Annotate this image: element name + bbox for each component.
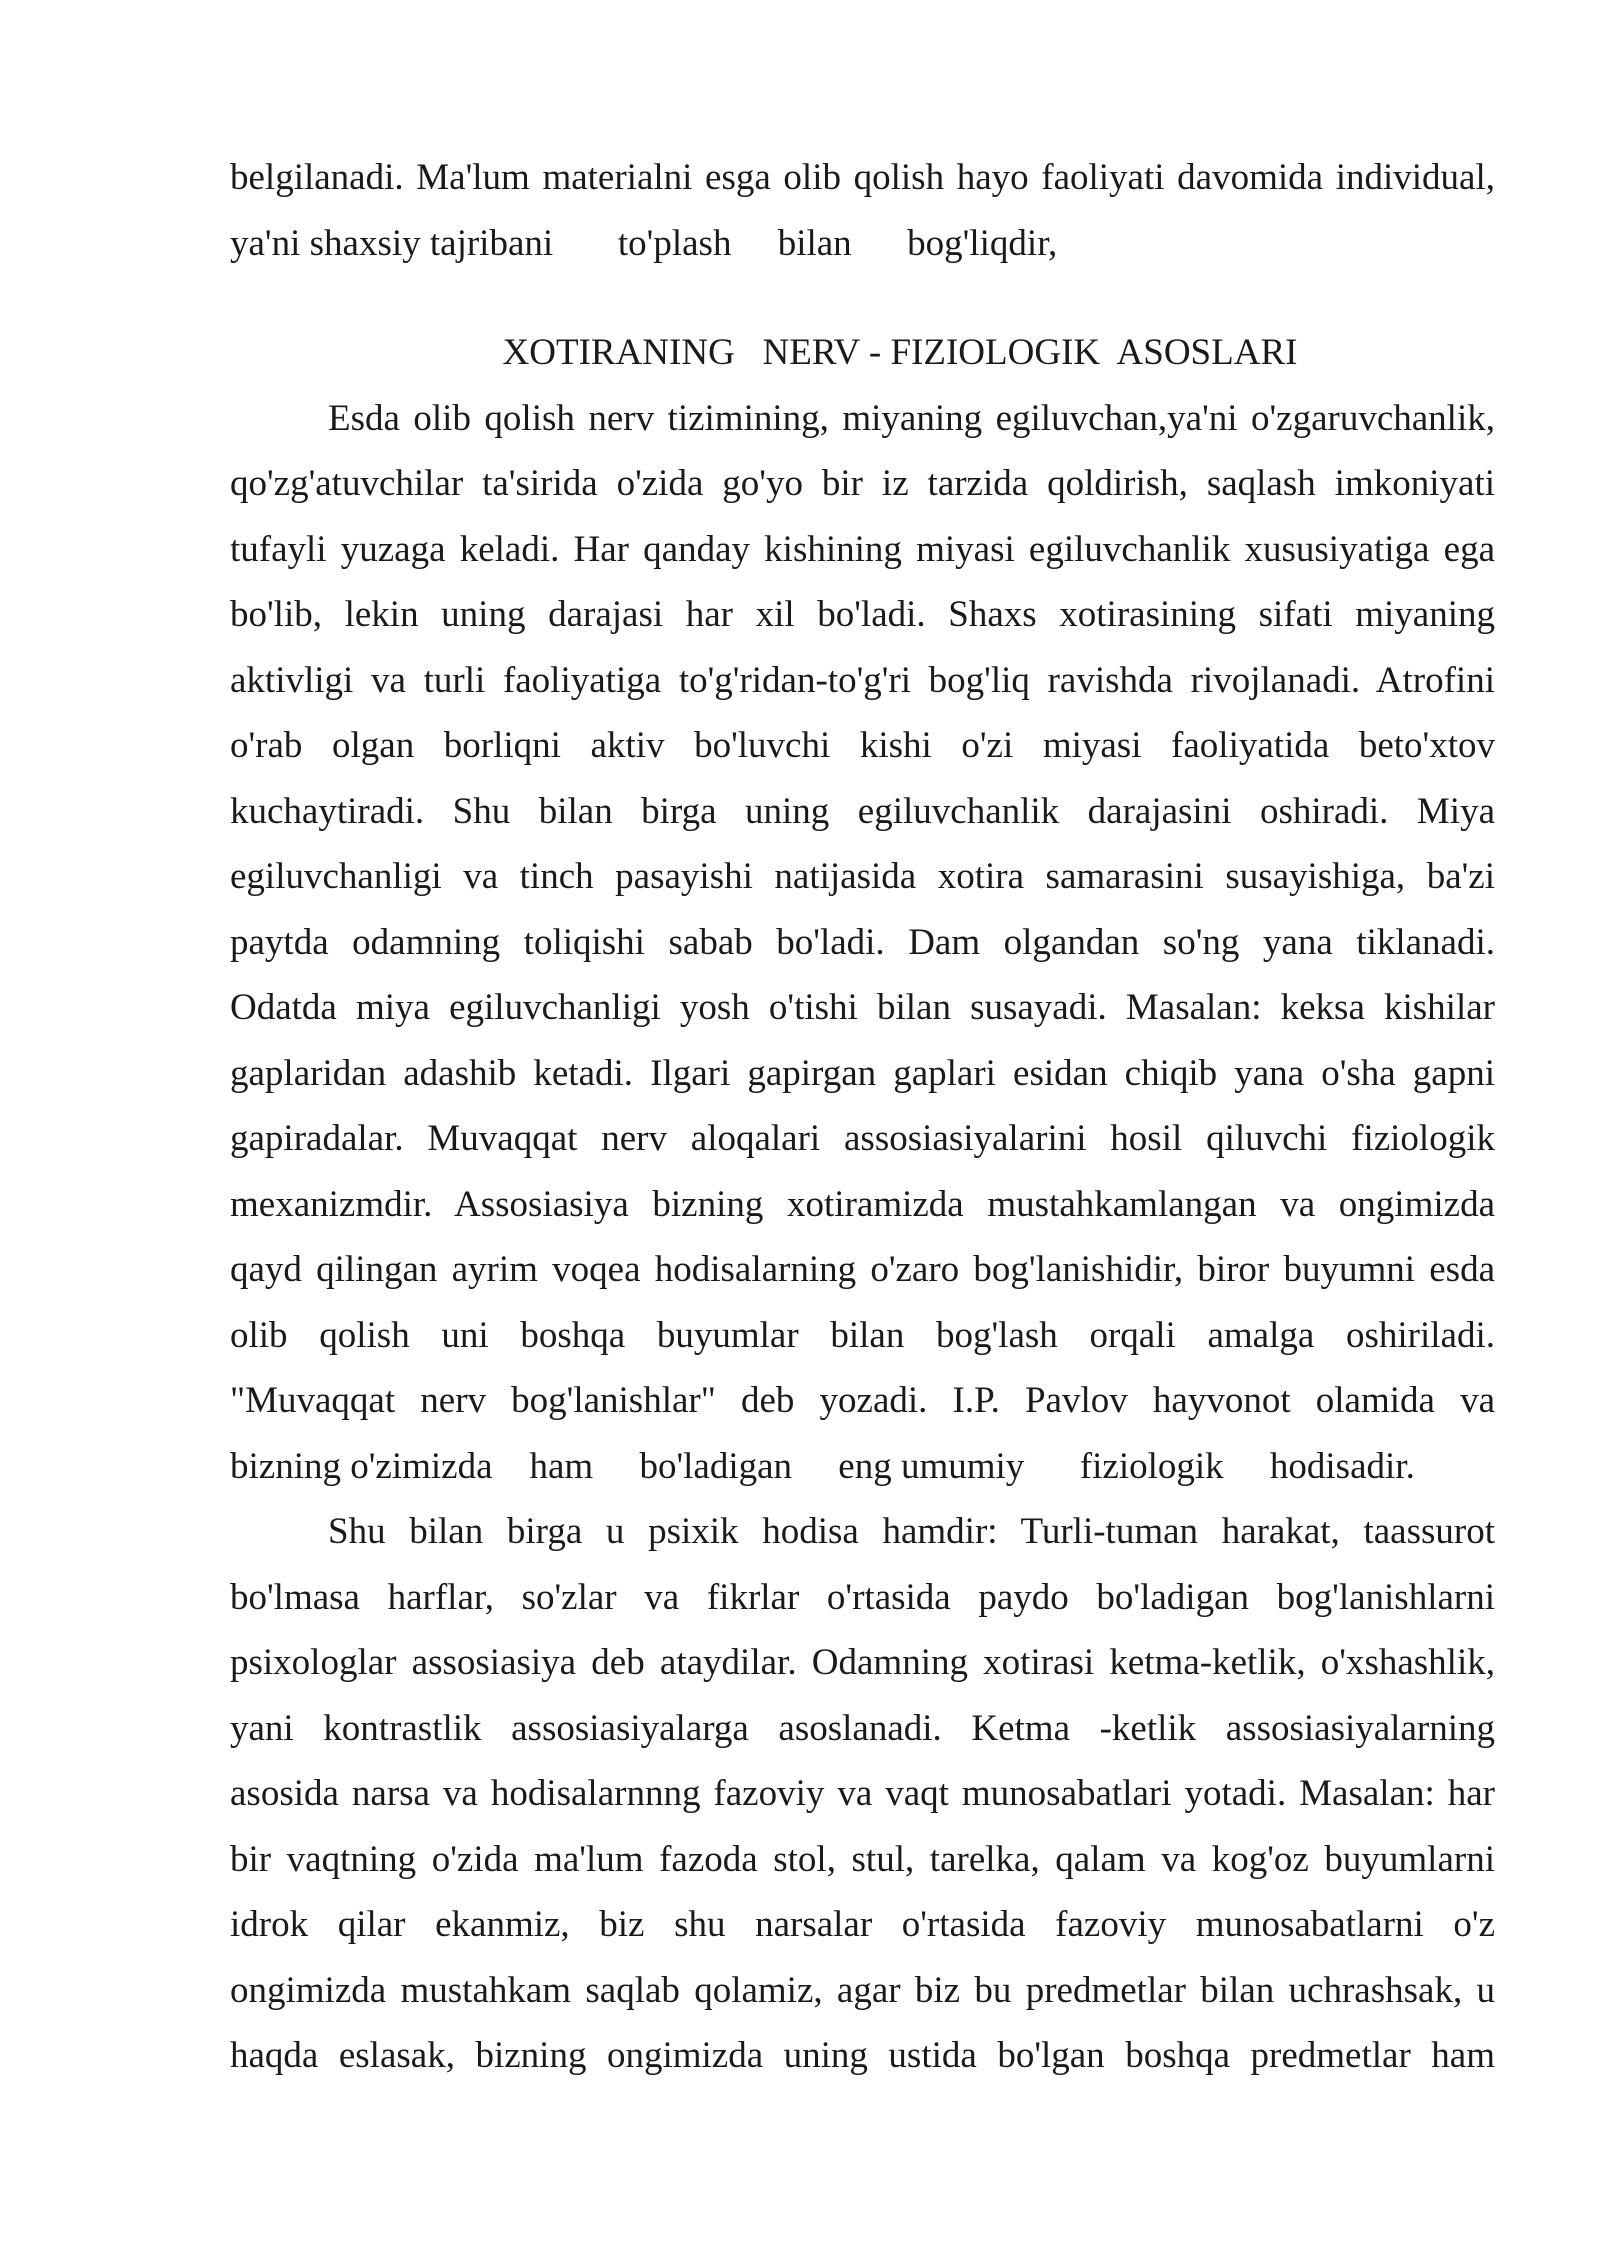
text-line: tufayli yuzaga keladi. Har qanday kishining miyasi egiluvchanlik xususiyatiga ega bbox=[230, 528, 1495, 570]
text-line: haqda eslasak, bizning ongimizda uning ustida bo'lgan boshqa predmetlar ham bbox=[230, 2035, 1495, 2076]
text-line: idrok qilar ekanmiz, biz shu narsalar o'rtasida fazoviy munosabatlarni o'z bbox=[230, 1904, 1495, 1945]
text-line: qayd qilingan ayrim voqea hodisalarning o'zaro bog'lanishidir, biror buyumni esda bbox=[230, 1249, 1495, 1290]
paragraph-1 bbox=[230, 386, 1495, 1500]
text-line: belgilanadi. Ma'lum materialni esga olib qolish hayo faoliyati davomida individual, bbox=[230, 157, 1495, 198]
text-line: Esda olib qolish nerv tizimining, miyaning egiluvchan,ya'ni o'zgaruvchanlik, bbox=[328, 397, 1495, 439]
text-line: gapiradalar. Muvaqqat nerv aloqalari assosiasiyalarini hosil qiluvchi fiziologik bbox=[230, 1118, 1495, 1159]
text-line: asosida narsa va hodisalarnnng fazoviy va vaqt munosabatlari yotadi. Masalan: har bbox=[230, 1773, 1495, 1814]
text-line: qo'zg'atuvchilar ta'sirida o'zida go'yo bir iz tarzida qoldirish, saqlash imkoniyati bbox=[230, 463, 1495, 504]
text-line: bo'lib, lekin uning darajasi har xil bo'ladi. Shaxs xotirasining sifati miyaning bbox=[230, 594, 1495, 635]
spacer bbox=[230, 276, 1495, 320]
text-line: egiluvchanligi va tinch pasayishi natijasida xotira samarasini susayishiga, ba'zi bbox=[230, 856, 1495, 897]
text-line: paytda odamning toliqishi sabab bo'ladi. Dam olgandan so'ng yana tiklanadi. bbox=[230, 921, 1495, 963]
text-line: bir vaqtning o'zida ma'lum fazoda stol, stul, tarelka, qalam va kog'oz buyumlarni bbox=[230, 1838, 1495, 1880]
text-line: "Muvaqqat nerv bog'lanishlar" deb yozadi. I.P. Pavlov hayvonot olamida va bbox=[230, 1380, 1495, 1421]
text-line: psixologlar assosiasiya deb ataydilar. Odamning xotirasi ketma-ketlik, o'xshashlik, bbox=[230, 1642, 1495, 1683]
section-heading: XOTIRANING NERV - FIZIOLOGIK ASOSLARI bbox=[502, 332, 1298, 373]
text-line: mexanizmdir. Assosiasiya bizning xotiramizda mustahkamlangan va ongimizda bbox=[230, 1183, 1495, 1225]
text-line: Shu bilan birga u psixik hodisa hamdir: Turli-tuman harakat, taassurot bbox=[328, 1511, 1495, 1552]
text-line: olib qolish uni boshqa buyumlar bilan bog'lash orqali amalga oshiriladi. bbox=[230, 1314, 1495, 1356]
text-line: kuchaytiradi. Shu bilan birga uning egiluvchanlik darajasini oshiradi. Miya bbox=[230, 790, 1495, 832]
paragraph-2 bbox=[230, 1499, 1495, 2089]
text-line: ya'ni shaxsiy tajribani to'plash bilan bog'liqdir, bbox=[230, 222, 1058, 264]
text-line: bo'lmasa harflar, so'zlar va fikrlar o'rtasida paydo bo'ladigan bog'lanishlarni bbox=[230, 1576, 1495, 1618]
text-line: ongimizda mustahkam saqlab qolamiz, agar biz bu predmetlar bilan uchrashsak, u bbox=[230, 1969, 1495, 2011]
document-page bbox=[230, 145, 1495, 2089]
text-line: aktivligi va turli faoliyatiga to'g'ridan-to'g'ri bog'liq ravishda rivojlanadi. Atrofini bbox=[230, 659, 1495, 701]
text-line: bizning o'zimizda ham bo'ladigan eng umumiy fiziologik hodisadir. bbox=[230, 1445, 1415, 1487]
text-line: yani kontrastlik assosiasiyalarga asoslanadi. Ketma -ketlik assosiasiyalarning bbox=[230, 1707, 1495, 1749]
text-line: gaplaridan adashib ketadi. Ilgari gapirgan gaplari esidan chiqib yana o'sha gapni bbox=[230, 1052, 1495, 1094]
text-line: o'rab olgan borliqni aktiv bo'luvchi kishi o'zi miyasi faoliyatida beto'xtov bbox=[230, 725, 1495, 766]
intro-paragraph bbox=[230, 145, 1495, 276]
text-line: Odatda miya egiluvchanligi yosh o'tishi bilan susayadi. Masalan: keksa kishilar bbox=[230, 987, 1495, 1028]
